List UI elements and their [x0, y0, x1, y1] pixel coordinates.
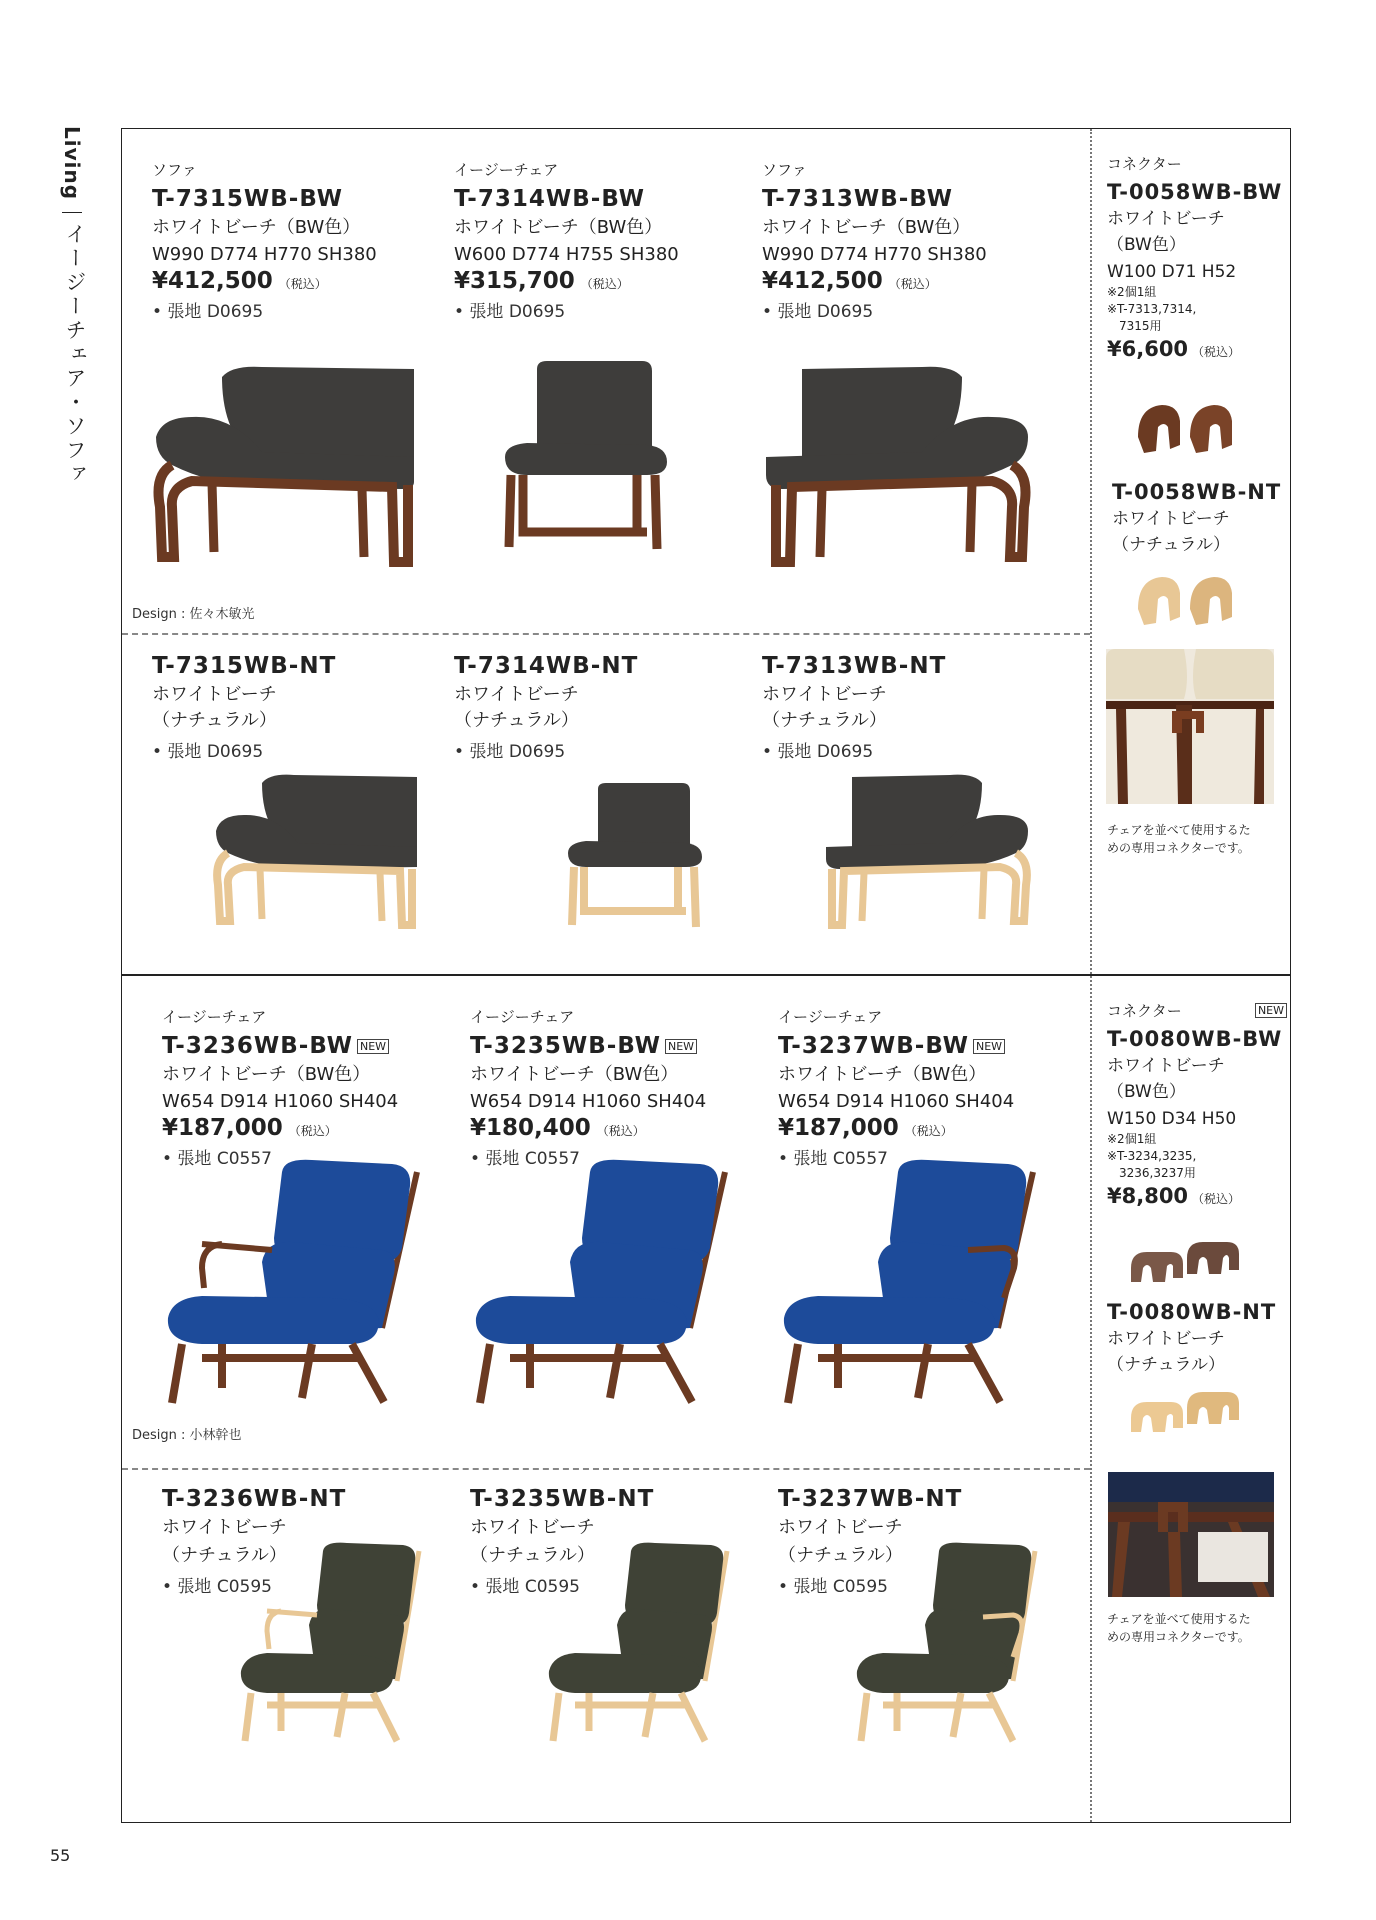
section-label: Living [60, 126, 84, 201]
product-fabric: • 張地 C0595 [470, 1577, 580, 1597]
product-price [470, 1115, 770, 1141]
product-panel-easy-chair [121, 975, 1291, 1823]
product-fabric: • 張地 C0557 [470, 1149, 580, 1169]
designer-credit: Design : 佐々木敏光 [132, 607, 255, 622]
connector-caption [1107, 821, 1282, 857]
sofa-right-arm-natural-image [212, 769, 422, 929]
product-wood-color: （ナチュラル） [454, 710, 579, 731]
product-price [454, 268, 754, 294]
page-number: 55 [50, 1846, 71, 1865]
connector-header [1107, 1000, 1287, 1021]
product-wood-color: （ナチュラル） [1107, 1355, 1225, 1375]
product-wood: ホワイトビーチ [1107, 1329, 1225, 1349]
product-t7314-bw [454, 159, 754, 322]
product-wood-color: （BW色） [1107, 235, 1186, 255]
easy-chair-3236-natural-image [237, 1541, 427, 1746]
product-price [152, 268, 452, 294]
tax-label: （税込） [888, 277, 937, 291]
easy-chair-3235-natural-image [545, 1541, 735, 1746]
product-dimensions: W654 D914 H1060 SH404 [778, 1091, 1015, 1112]
product-model [470, 1033, 770, 1059]
connector-detail-photo [1108, 1472, 1274, 1597]
new-badge: NEW [973, 1039, 1005, 1054]
product-wood: ホワイトビーチ [778, 1517, 903, 1538]
tax-label: （税込） [580, 277, 629, 291]
price-value: ¥187,000 [778, 1115, 899, 1141]
product-wood: ホワイトビーチ [1112, 509, 1230, 529]
product-note: ※T-3234,3235, [1107, 1149, 1197, 1163]
product-t3235-bw [470, 1006, 770, 1169]
price-value: ¥412,500 [762, 268, 883, 294]
easy-chair-3235-walnut-image [470, 1158, 735, 1408]
easy-chair-3236-walnut-image [162, 1158, 427, 1408]
new-badge: NEW [357, 1039, 389, 1054]
product-wood: ホワイトビーチ [762, 684, 887, 705]
caption-line: めの専用コネクターです。 [1107, 841, 1250, 855]
category-label: イージーチェア・ソファ [63, 223, 87, 488]
connector-t0080 [1107, 1000, 1287, 1208]
divider [122, 1468, 1090, 1470]
divider [1090, 976, 1092, 1822]
divider [62, 212, 82, 213]
chair-7314-walnut-image [497, 357, 677, 557]
product-model: T-0080WB-BW [1107, 1027, 1283, 1051]
product-fabric: • 張地 D0695 [152, 302, 264, 322]
product-category: イージーチェア [778, 1008, 883, 1026]
connector-natural-image [1127, 1388, 1247, 1438]
price-value: ¥8,800 [1107, 1184, 1189, 1208]
product-wood: ホワイトビーチ（BW色） [162, 1064, 371, 1085]
product-category: イージーチェア [470, 1008, 575, 1026]
divider [1090, 129, 1092, 974]
tax-label: （税込） [596, 1124, 645, 1138]
product-t3236-bw [162, 1006, 462, 1169]
divider [122, 633, 1090, 635]
easy-chair-3237-natural-image [853, 1541, 1043, 1746]
product-fabric: • 張地 C0595 [162, 1577, 272, 1597]
model-number: T-3235WB-BW [470, 1033, 661, 1059]
tax-label: （税込） [1192, 345, 1241, 359]
product-wood: ホワイトビーチ（BW色） [762, 217, 971, 238]
price-value: ¥6,600 [1107, 337, 1189, 361]
product-dimensions: W990 D774 H770 SH380 [762, 244, 987, 265]
product-t3237-bw [778, 1006, 1078, 1169]
caption-line: チェアを並べて使用するた [1107, 1612, 1251, 1626]
product-wood: ホワイトビーチ（BW色） [470, 1064, 679, 1085]
tax-label: （税込） [1192, 1192, 1241, 1206]
product-wood-color: （ナチュラル） [152, 710, 277, 731]
sidebar [60, 126, 90, 487]
product-model: T-7314WB-NT [454, 653, 639, 679]
product-note: 7315用 [1107, 319, 1162, 333]
product-note: ※T-7313,7314, [1107, 302, 1197, 316]
product-model: T-7314WB-BW [454, 186, 645, 212]
product-model: T-3236WB-NT [162, 1486, 347, 1512]
product-dimensions: W654 D914 H1060 SH404 [470, 1091, 707, 1112]
product-panel-sofa [121, 128, 1291, 975]
product-category: ソファ [152, 161, 197, 179]
product-dimensions: W654 D914 H1060 SH404 [162, 1091, 399, 1112]
product-fabric: • 張地 C0557 [162, 1149, 272, 1169]
product-wood-color: （ナチュラル） [162, 1545, 287, 1566]
product-price [162, 1115, 462, 1141]
product-t7314-nt [454, 653, 754, 762]
product-category: コネクター [1107, 1002, 1182, 1020]
product-category: コネクター [1107, 155, 1182, 173]
product-fabric: • 張地 D0695 [454, 302, 566, 322]
product-category: イージーチェア [454, 161, 559, 179]
price-value: ¥187,000 [162, 1115, 283, 1141]
product-model [162, 1033, 462, 1059]
price-value: ¥412,500 [152, 268, 273, 294]
product-wood-color: （ナチュラル） [470, 1545, 595, 1566]
product-fabric: • 張地 D0695 [152, 742, 264, 762]
product-wood: ホワイトビーチ（BW色） [778, 1064, 987, 1085]
product-wood-color: （ナチュラル） [778, 1545, 903, 1566]
product-model: T-7315WB-NT [152, 653, 337, 679]
product-fabric: • 張地 C0595 [778, 1577, 888, 1597]
price-value: ¥180,400 [470, 1115, 591, 1141]
caption-line: チェアを並べて使用するた [1107, 823, 1251, 837]
chair-7314-natural-image [562, 779, 712, 929]
product-wood: ホワイトビーチ [1107, 1056, 1225, 1076]
product-wood: ホワイトビーチ [454, 684, 579, 705]
connector-natural-image [1132, 569, 1242, 629]
product-model: T-0080WB-NT [1107, 1300, 1277, 1324]
product-fabric: • 張地 C0557 [778, 1149, 888, 1169]
connector-caption [1107, 1610, 1282, 1646]
product-note: ※2個1組 [1107, 285, 1157, 299]
tax-label: （税込） [278, 277, 327, 291]
product-model: T-3237WB-NT [778, 1486, 963, 1512]
product-category: ソファ [762, 161, 807, 179]
product-model: T-3235WB-NT [470, 1486, 655, 1512]
connector-t0080-nt [1107, 1294, 1287, 1378]
product-model: T-0058WB-BW [1107, 180, 1283, 204]
product-wood: ホワイトビーチ [470, 1517, 595, 1538]
easy-chair-3237-walnut-image [778, 1158, 1043, 1408]
sofa-left-arm-walnut-image [762, 357, 1032, 567]
product-dimensions: W150 D34 H50 [1107, 1109, 1237, 1129]
model-number: T-3237WB-BW [778, 1033, 969, 1059]
connector-detail-photo [1106, 649, 1274, 804]
model-number: T-3236WB-BW [162, 1033, 353, 1059]
product-dimensions: W990 D774 H770 SH380 [152, 244, 377, 265]
tax-label: （税込） [904, 1124, 953, 1138]
product-fabric: • 張地 D0695 [762, 302, 874, 322]
product-fabric: • 張地 D0695 [454, 742, 566, 762]
product-note: 3236,3237用 [1107, 1166, 1196, 1180]
product-dimensions: W600 D774 H755 SH380 [454, 244, 679, 265]
product-wood: ホワイトビーチ [162, 1517, 287, 1538]
product-model [778, 1033, 1078, 1059]
new-badge: NEW [665, 1039, 697, 1054]
product-t7313-nt [762, 653, 1062, 762]
product-wood: ホワイトビーチ（BW色） [454, 217, 663, 238]
product-wood-color: （ナチュラル） [1112, 535, 1230, 555]
product-fabric: • 張地 D0695 [762, 742, 874, 762]
product-model: T-7313WB-NT [762, 653, 947, 679]
product-category: イージーチェア [162, 1008, 267, 1026]
sofa-right-arm-walnut-image [152, 357, 422, 567]
product-note: ※2個1組 [1107, 1132, 1157, 1146]
product-model: T-7313WB-BW [762, 186, 953, 212]
tax-label: （税込） [288, 1124, 337, 1138]
product-t7313-bw [762, 159, 1062, 322]
product-wood-color: （BW色） [1107, 1082, 1186, 1102]
sofa-left-arm-natural-image [822, 769, 1032, 929]
connector-t0058 [1107, 153, 1287, 361]
product-wood: ホワイトビーチ [152, 684, 277, 705]
caption-line: めの専用コネクターです。 [1107, 1630, 1250, 1644]
price-value: ¥315,700 [454, 268, 575, 294]
product-wood: ホワイトビーチ [1107, 209, 1225, 229]
product-dimensions: W100 D71 H52 [1107, 262, 1237, 282]
product-price [778, 1115, 1078, 1141]
product-model: T-7315WB-BW [152, 186, 343, 212]
product-wood: ホワイトビーチ（BW色） [152, 217, 361, 238]
product-model: T-0058WB-NT [1112, 480, 1282, 504]
product-t7315-bw [152, 159, 452, 322]
product-price [1107, 1184, 1287, 1208]
connector-walnut-image [1127, 1238, 1247, 1288]
new-badge: NEW [1255, 1003, 1287, 1018]
product-price [1107, 337, 1287, 361]
connector-walnut-image [1132, 397, 1242, 457]
product-t7315-nt [152, 653, 452, 762]
product-price [762, 268, 1062, 294]
designer-credit: Design : 小林幹也 [132, 1428, 242, 1443]
connector-t0058-nt [1112, 474, 1292, 558]
product-wood-color: （ナチュラル） [762, 710, 887, 731]
